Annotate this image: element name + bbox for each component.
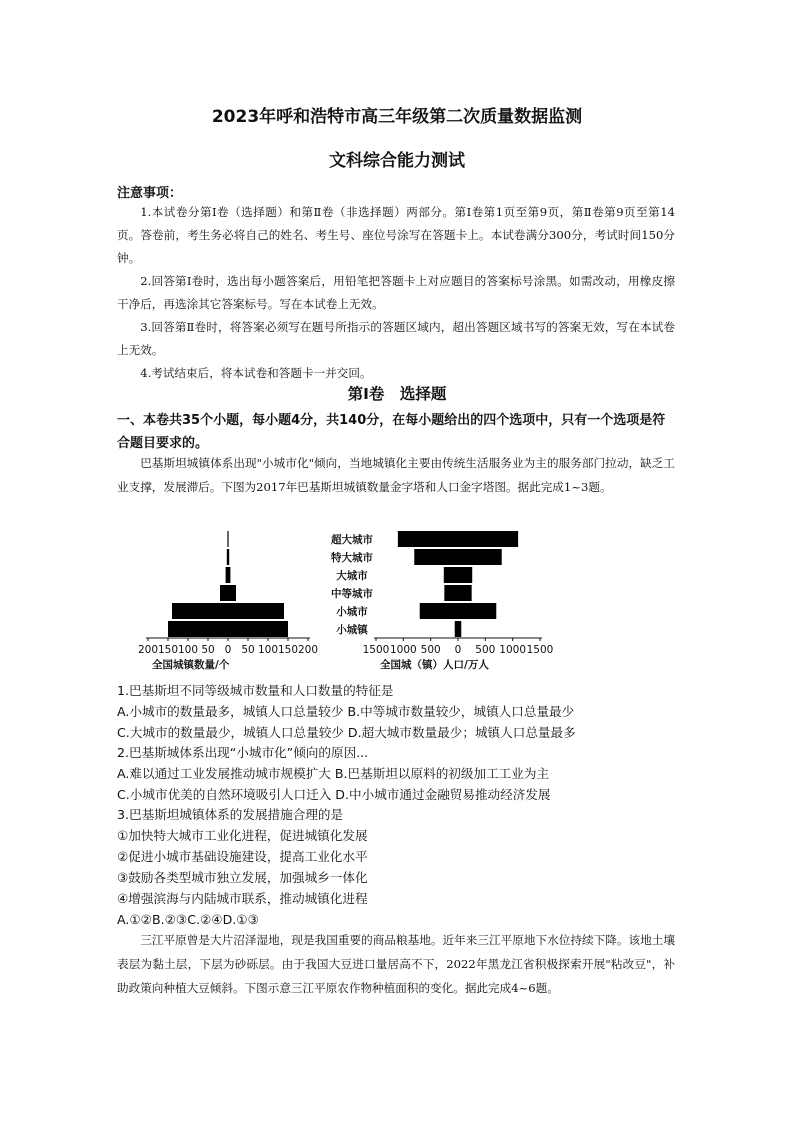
question-3 bbox=[117, 804, 677, 930]
question-3-stem: 3.巴基斯坦城镇体系的发展措施合理的是 bbox=[117, 807, 344, 822]
population-tick-label: 1000 bbox=[389, 644, 417, 656]
city-count-tick-label: 50 bbox=[201, 644, 215, 656]
notice-item-2: 2.回答第Ⅰ卷时，选出每小题答案后，用铅笔把答题卡上对应题目的答案标号涂黑。如需改动，用橡皮擦干净后，再选涂其它答案标号。写在本试卷上无效。 bbox=[117, 274, 675, 311]
city-count-bar-6 bbox=[168, 621, 288, 637]
population-bar-5 bbox=[420, 603, 497, 619]
section-title: 第Ⅰ卷 选择题 bbox=[347, 385, 447, 403]
category-label-4: 中等城市 bbox=[331, 588, 373, 600]
city-count-tick-label: 150 bbox=[157, 644, 179, 656]
question-2-stem: 2.巴基斯城体系出现“小城市化”倾向的原因... bbox=[117, 745, 369, 760]
city-count-pyramid bbox=[138, 531, 318, 671]
question-2-options-cd: C.小城市优美的自然环境吸引人口迁入 D.中小城市通过金融贸易推动经济发展 bbox=[117, 787, 551, 802]
population-xlabel: 全国城（镇）人口/万人 bbox=[380, 659, 489, 671]
population-bar-6 bbox=[455, 621, 462, 637]
city-count-tick-label: 100 bbox=[177, 644, 199, 656]
city-count-tick-label: 0 bbox=[224, 644, 232, 656]
question-3-item-3: ③鼓励各类型城市独立发展，加强城乡一体化 bbox=[117, 870, 368, 885]
question-1-options-ab: A.小城市的数量最多，城镇人口总量较少 B.中等城市数量较少，城镇人口总量最少 bbox=[117, 704, 575, 719]
question-1-stem: 1.巴基斯坦不同等级城市数量和人口数量的特征是 bbox=[117, 683, 394, 698]
question-3-item-1: ①加快特大城市工业化进程，促进城镇化发展 bbox=[117, 828, 368, 843]
population-tick-label: 1500 bbox=[526, 644, 554, 656]
city-count-tick-label: 200 bbox=[137, 644, 159, 656]
exam-subtitle: 文科综合能力测试 bbox=[329, 151, 465, 171]
population-pyramid bbox=[363, 531, 554, 671]
city-count-tick-label: 100 bbox=[257, 644, 279, 656]
notice-item-1: 1.本试卷分第Ⅰ卷（选择题）和第Ⅱ卷（非选择题）两部分。第Ⅰ卷第1页至第9页，第Ⅱ卷第9页至第14页。答卷前，考生务必将自己的姓名、考生号、座位号涂写在答题卡上。本试卷满分300分，考试时间150分钟。 bbox=[117, 205, 675, 265]
passage-2: 三江平原曾是大片沼泽湿地，现是我国重要的商品粮基地。近年来三江平原地下水位持续下降。该地土壤表层为黏土层，下层为砂砾层。由于我国大豆进口量居高不下，2022年黑龙江省积极探索开展"粘改豆"，补助政策向种植大豆倾斜。下图示意三江平原农作物种植面积的变化。据此完成4~6题。 bbox=[117, 933, 675, 995]
city-count-tick-label: 50 bbox=[241, 644, 255, 656]
population-bar-1 bbox=[398, 531, 518, 547]
population-tick-label: 1000 bbox=[499, 644, 527, 656]
notice-heading: 注意事项： bbox=[117, 186, 183, 201]
category-label-6: 小城镇 bbox=[336, 624, 368, 636]
passage-1: 巴基斯坦城镇体系出现"小城市化"倾向，当地城镇化主要由传统生活服务业为主的服务部门拉动，缺乏工业支撑，发展滞后。下图为2017年巴基斯坦城镇数量金字塔和人口金字塔图。据此完成1~3题。 bbox=[117, 456, 675, 494]
city-count-bar-3 bbox=[226, 567, 231, 583]
question-2-options-ab: A.难以通过工业发展推动城市规模扩大 B.巴基斯坦以原料的初级加工工业为主 bbox=[117, 766, 550, 781]
notice-item-4: 4.考试结束后，将本试卷和答题卡一并交回。 bbox=[140, 366, 372, 380]
pyramid-svg bbox=[137, 522, 560, 671]
population-tick-label: 1500 bbox=[362, 644, 390, 656]
population-tick-label: 0 bbox=[454, 644, 462, 656]
notice-list bbox=[117, 201, 675, 385]
question-3-options: A.①②B.②③C.②④D.①③ bbox=[117, 912, 259, 927]
city-count-bar-4 bbox=[220, 585, 236, 601]
question-3-item-4: ④增强滨海与内陆城市联系，推动城镇化进程 bbox=[117, 891, 368, 906]
category-label-5: 小城市 bbox=[336, 606, 368, 618]
category-labels bbox=[331, 533, 373, 636]
city-count-bar-5 bbox=[172, 603, 284, 619]
city-count-tick-label: 150 bbox=[277, 644, 299, 656]
population-tick-label: 500 bbox=[420, 644, 441, 656]
category-label-3: 大城市 bbox=[336, 570, 368, 582]
population-tick-label: 500 bbox=[475, 644, 496, 656]
section-description: 一、本卷共35个小题，每小题4分，共140分，在每小题给出的四个选项中，只有一个选项是符合题目要求的。 bbox=[117, 413, 666, 451]
category-label-1: 超大城市 bbox=[331, 534, 373, 546]
question-1-options-cd: C.大城市的数量最少，城镇人口总量较少 D.超大城市数量最少；城镇人口总量最多 bbox=[117, 725, 576, 740]
question-2 bbox=[117, 742, 677, 805]
question-1 bbox=[117, 680, 677, 743]
population-bar-3 bbox=[444, 567, 472, 583]
city-count-tick-label: 200 bbox=[297, 644, 319, 656]
question-3-item-2: ②促进小城市基础设施建设，提高工业化水平 bbox=[117, 849, 368, 864]
city-count-bar-1 bbox=[227, 531, 228, 547]
pyramid-charts bbox=[137, 522, 560, 671]
city-count-bar-2 bbox=[227, 549, 229, 565]
exam-title: 2023年呼和浩特市高三年级第二次质量数据监测 bbox=[211, 107, 583, 127]
population-bar-2 bbox=[414, 549, 501, 565]
category-label-2: 特大城市 bbox=[331, 552, 373, 564]
city-count-xlabel: 全国城镇数量/个 bbox=[152, 659, 230, 671]
notice-item-3: 3.回答第Ⅱ卷时，将答案必须写在题号所指示的答题区域内，超出答题区域书写的答案无效，写在本试卷上无效。 bbox=[117, 320, 675, 357]
population-bar-4 bbox=[444, 585, 471, 601]
